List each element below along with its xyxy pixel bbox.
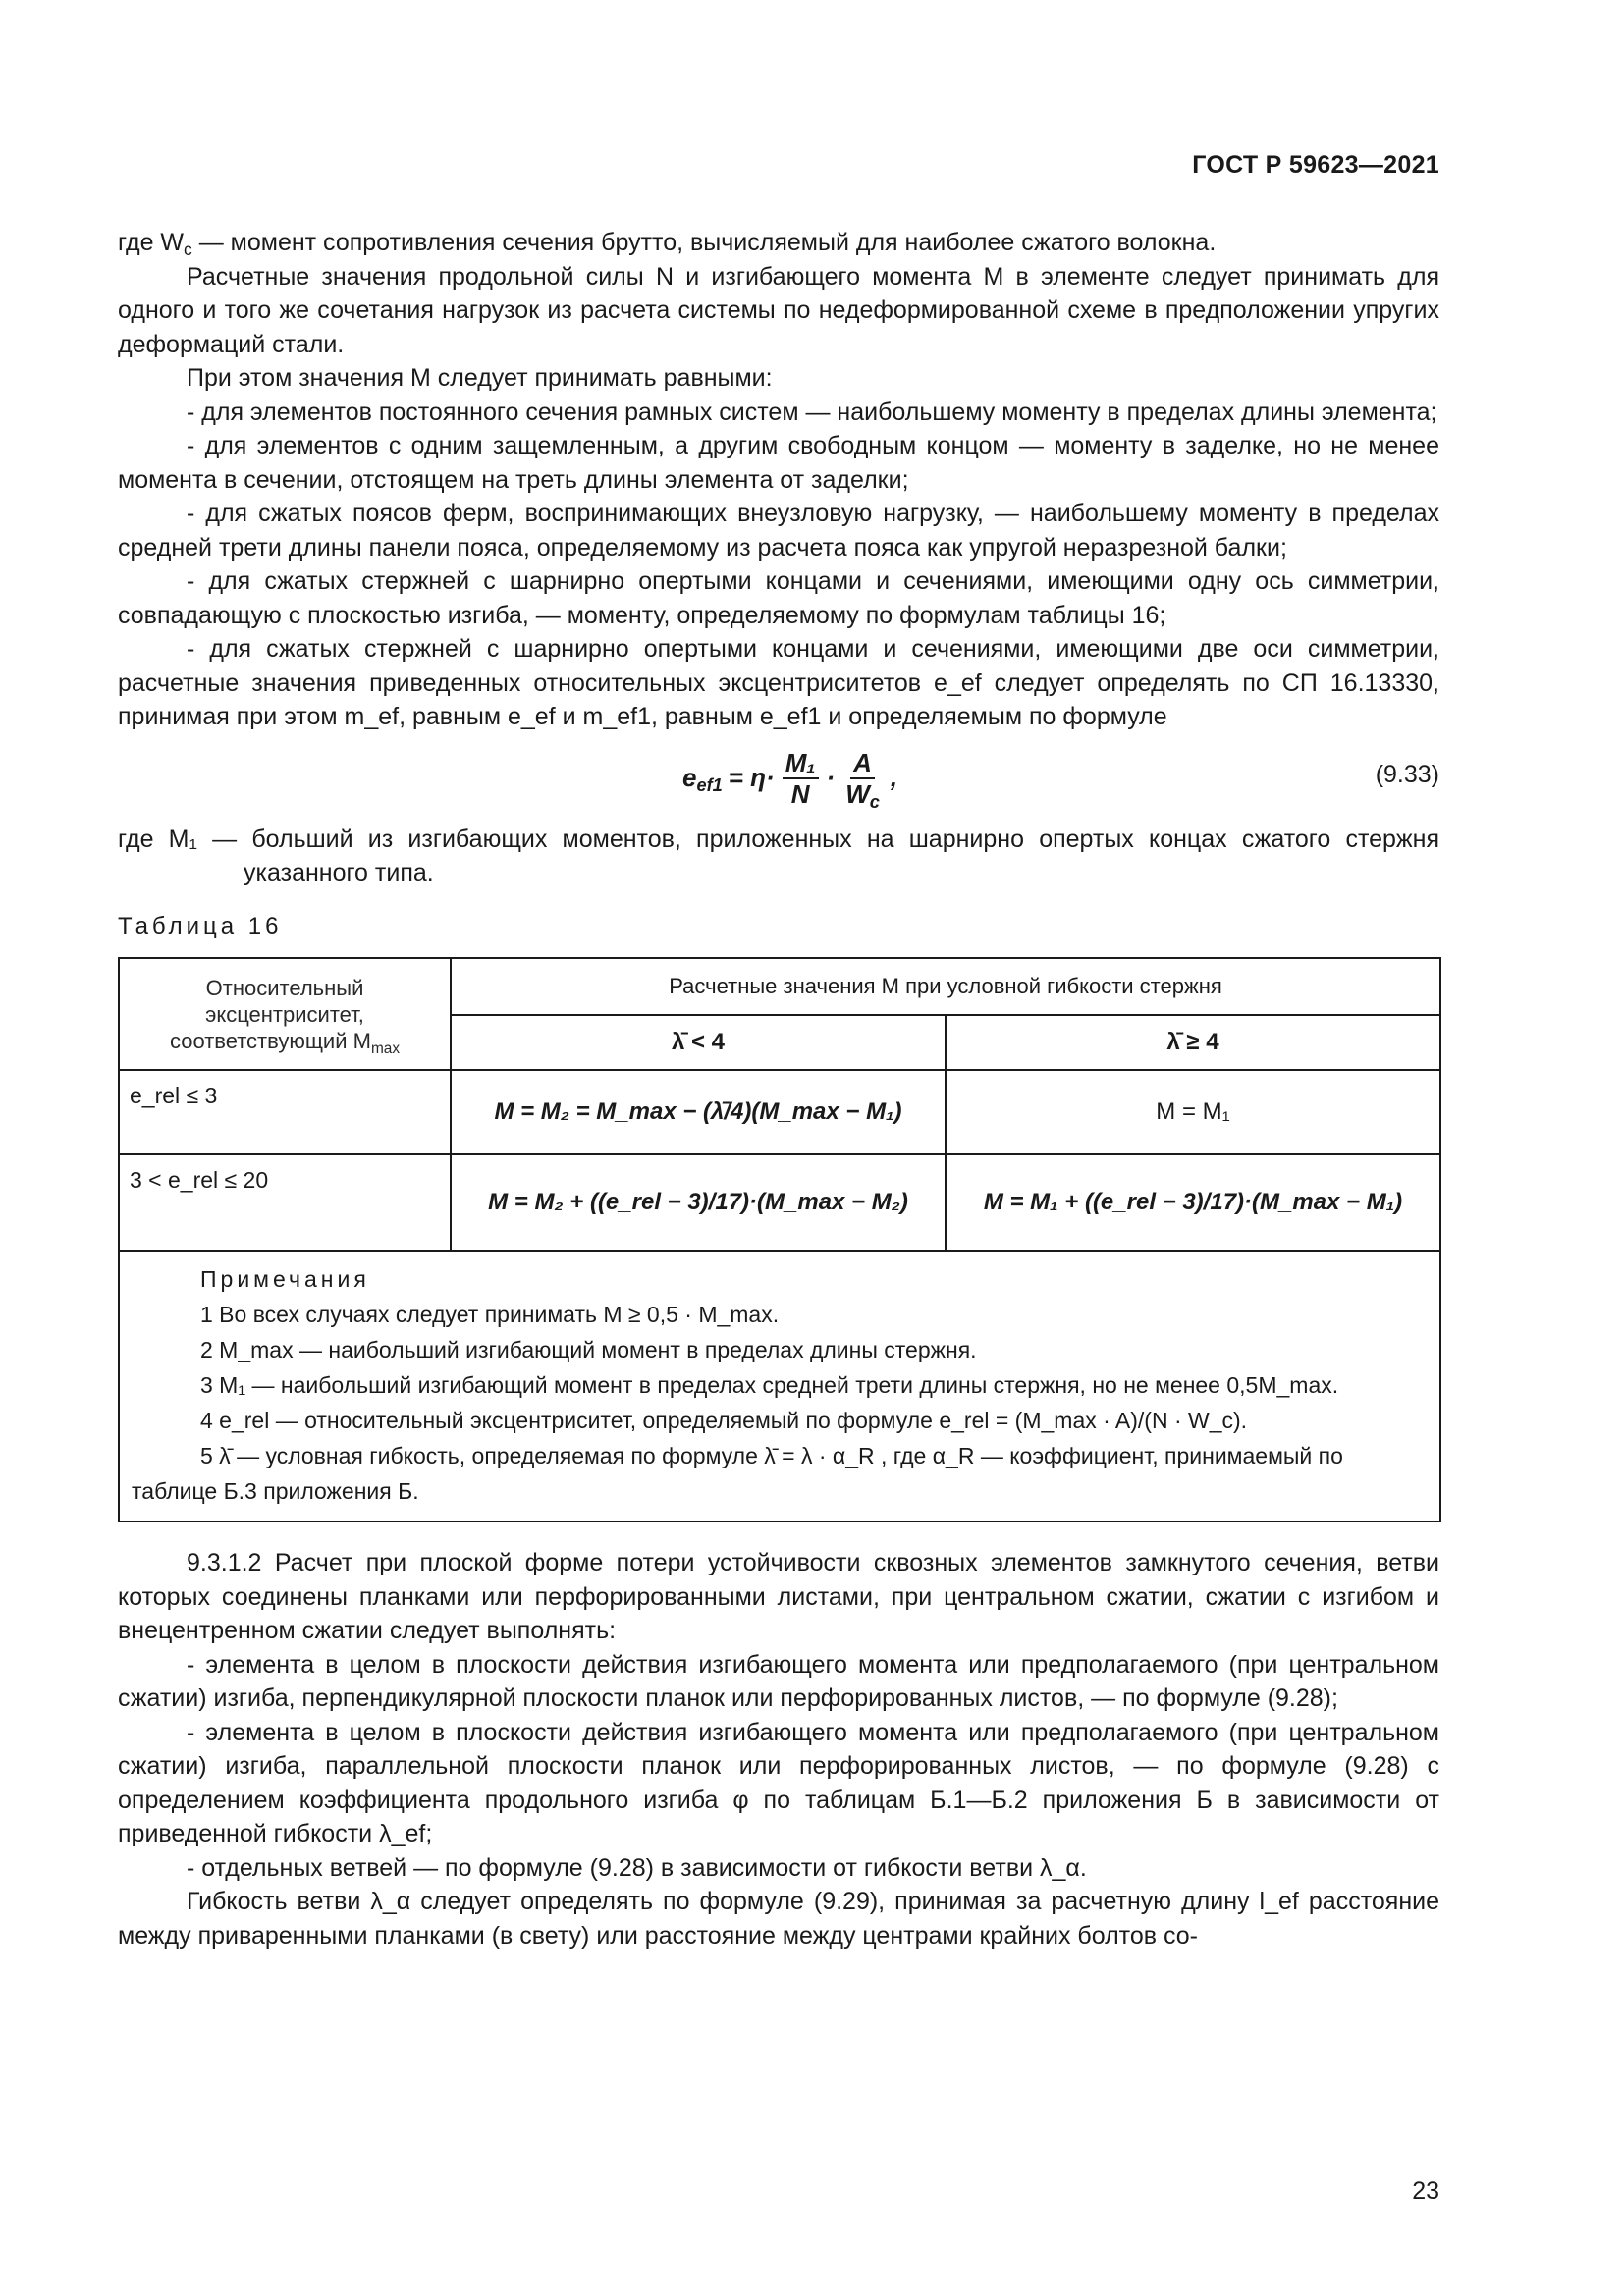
note-item: 5 λ̄ — условная гибкость, определяемая по формуле λ̄ = λ · α_R , где α_R — коэффициент, принимаемый по таблице Б.3 приложения Б. [132, 1443, 1343, 1504]
list-item-perpendicular: - элемента в целом в плоскости действия изгибающего момента или предполагаемого (при центральном сжатии) изгиба, перпендикулярной плоскости планок или перфорированных листов, — по формуле (9.28); [118, 1650, 1439, 1712]
formula-lhs: e [682, 763, 697, 793]
table-notes [119, 1251, 1440, 1522]
list-item-truss-chord: - для сжатых поясов ферм, воспринимающих внеузловую нагрузку, — наибольшему моменту в пределах средней трети длины панели пояса, определяемому из расчета пояса как упругой неразрезной балки; [118, 500, 1439, 561]
document-body [118, 226, 1439, 1952]
table-caption: Таблица 16 [118, 912, 283, 939]
notes-title: Примечания [200, 1266, 370, 1292]
col1-header-text: Относительный эксцентриситет, соответствующий M [169, 975, 371, 1053]
table-cell-formula: M = M₁ + ((e_rel − 3)/17)·(M_max − M₁) [946, 1154, 1440, 1251]
paragraph-branch-slenderness: Гибкость ветви λ_α следует определять по формуле (9.29), принимая за расчетную длину l_ef расстояние между приваренными планками (в свету) или расстояние между центрами крайних болтов со- [118, 1888, 1439, 1949]
table-cell-cond: e_rel ≤ 3 [119, 1070, 451, 1154]
paragraph-design-values: Расчетные значения продольной силы N и изгибающего момента M в элементе следует принимать для одного и того же сочетания нагрузок из расчета системы по недеформированной схеме в предположении упругих деформаций стали. [118, 262, 1439, 358]
frac-den-wc [842, 778, 883, 812]
fraction-a-wc [842, 747, 883, 812]
list-item-branches: - отдельных ветвей — по формуле (9.28) в зависимости от гибкости ветви λ_α. [187, 1853, 1087, 1882]
table-cell-formula: M = M₂ + ((e_rel − 3)/17)·(M_max − M₂) [451, 1154, 946, 1251]
formula-lhs-sub: ef1 [696, 775, 723, 796]
table-subheader-ge4: λ̄ ≥ 4 [946, 1015, 1440, 1070]
equation-number: (9.33) [1375, 760, 1439, 788]
p1-text: где W [118, 229, 185, 256]
frac-num-a: A [850, 748, 875, 779]
note-item: 1 Во всех случаях следует принимать M ≥ 0,5 · M_max. [200, 1302, 780, 1327]
list-item-cantilever: - для элементов с одним защемленным, а другим свободным концом — моменту в заделке, но не менее момента в сечении, отстоящем на треть длины элемента от заделки; [118, 432, 1439, 494]
note-item: 4 e_rel — относительный эксцентриситет, определяемый по формуле e_rel = (M_max · A)/(N · W_c). [200, 1408, 1248, 1433]
frac-den-n: N [790, 778, 810, 809]
list-item-frame: - для элементов постоянного сечения рамных систем — наибольшему моменту в пределах длины элемента; [187, 398, 1437, 426]
table-16 [118, 957, 1441, 1522]
list-item-two-axes: - для сжатых стержней с шарнирно опертыми концами и сечениями, имеющими две оси симметрии, расчетные значения приведенных относительных эксцентриситетов e_ef следует определять по СП 16.13330, принимая при этом m_ef, равным e_ef и m_ef1, равным e_ef1 и определяемым по формуле [118, 635, 1439, 730]
paragraph-wc [118, 226, 1439, 260]
frac-den-sub: c [869, 791, 880, 812]
formula-eq: = η· [728, 763, 775, 793]
fraction-m1-n [783, 748, 819, 809]
document-header-id: ГОСТ Р 59623—2021 [1192, 151, 1439, 179]
list-item-parallel: - элемента в целом в плоскости действия изгибающего момента или предполагаемого (при центральном сжатии) изгиба, параллельной плоскости планок или перфорированных листов, — по формуле (9.28) с определением коэффициента продольного изгиба φ по таблицам Б.1—Б.2 приложения Б в зависимости от приведенной гибкости λ_ef; [118, 1718, 1439, 1847]
formula-tail: , [890, 763, 898, 793]
frac-num-m1: M₁ [783, 748, 819, 779]
note-item: 2 M_max — наибольший изгибающий момент в пределах длины стержня. [200, 1337, 977, 1362]
p1-rest: — момент сопротивления сечения брутто, вычисляемый для наиболее сжатого волокна. [191, 229, 1217, 256]
formula-expression: $e_{ef1}$ = η· $\frac{\text{M₁}}{N}$ · $\frac{A}{W_c}$ , [682, 747, 898, 812]
table-header-group: Расчетные значения M при условной гибкости стержня [451, 958, 1440, 1015]
note-item: 3 M₁ — наибольший изгибающий момент в пределах средней трети длины стержня, но не менее 0,5M_max. [200, 1372, 1339, 1398]
p1-sub: c [184, 240, 192, 259]
table-cell-formula: M = M₁ [946, 1070, 1440, 1154]
frac-den-w: W [845, 778, 870, 809]
list-item-one-axis: - для сжатых стержней с шарнирно опертыми концами и сечениями, имеющими одну ось симметрии, совпадающую с плоскостью изгиба, — моменту, определяемому по формулам таблицы 16; [118, 567, 1439, 629]
table-header-eccentricity [119, 958, 451, 1070]
paragraph-m-values: При этом значения M следует принимать равными: [187, 364, 773, 392]
page-number: 23 [1412, 2177, 1439, 2205]
formula-9-33 [118, 734, 1439, 823]
col1-header-sub: max [370, 1040, 401, 1057]
table-cell-cond: 3 < e_rel ≤ 20 [119, 1154, 451, 1251]
paragraph-where-m1: где M₁ — больший из изгибающих моментов, приложенных на шарнирно опертых концах сжатого стержня указанного типа. [118, 825, 1439, 886]
table-cell-formula: M = M₂ = M_max − (λ̄/4)(M_max − M₁) [451, 1070, 946, 1154]
table-row [119, 1070, 1440, 1154]
table-row [119, 1154, 1440, 1251]
table-subheader-lt4: λ̄ < 4 [451, 1015, 946, 1070]
section-9-3-1-2: 9.3.1.2 Расчет при плоской форме потери устойчивости сквозных элементов замкнутого сечения, ветви которых соединены планками или перфорированными листами, при центральном сжатии, сжатии с изгибом и внецентренном сжатии следует выполнять: [118, 1549, 1439, 1644]
